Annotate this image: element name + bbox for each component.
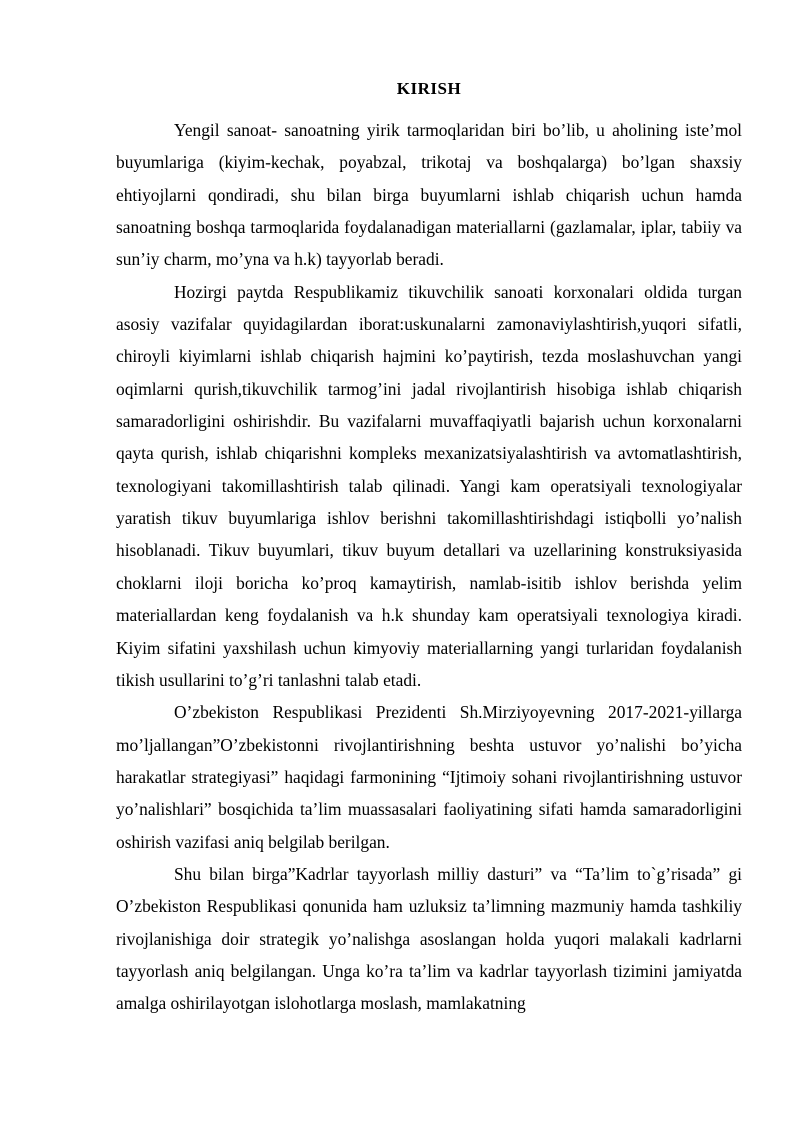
paragraph-1: Yengil sanoat- sanoatning yirik tarmoqlaridan biri bo’lib, u aholining iste’mol buyumlariga (kiyim-kechak, poyabzal, trikotaj va boshqalarga) bo’lgan shaxsiy ehtiyojlarni qondiradi, shu bilan birga buyumlarni ishlab chiqarish uchun hamda sanoatning boshqa tarmoqlarida foydalanadigan materiallarni (gazlamalar, iplar, tabiiy va sun’iy charm, mo’yna va h.k) tayyorlab beradi. — [116, 120, 742, 270]
paragraph-2: Hozirgi paytda Respublikamiz tikuvchilik sanoati korxonalari oldida turgan asosiy vazifalar quyidagilardan iborat:uskunalarni zamonaviylashtirish,yuqori sifatli, chiroyli kiyimlarni ishlab chiqarish hajmini ko’paytirish, tezda moslashuvchan yangi oqimlarni qurish,tikuvchilik tarmog’ini jadal rivojlantirish hisobiga ishlab chiqarish samaradorligini oshirishdir. Bu vazifalarni muvaffaqiyatli bajarish uchun korxonalarni qayta qurish, ishlab chiqarishni kompleks mexanizatsiyalashtirish va avtomatlashtirish, texnologiyani takomillashtirish talab qilinadi. Yangi kam operatsiyali texnologiyalar yaratish tikuv buyumlariga ishlov berishni takomillashtirishdagi istiqbolli yo’nalish hisoblanadi. Tikuv buyumlari, tikuv buyum detallari va uzellarining konstruksiyasida choklarni iloji boricha ko’proq kamaytirish, namlab-isitib ishlov berishda yelim materiallardan keng foydalanish va h.k shunday kam operatsiyali texnologiya kiradi. Kiyim sifatini yaxshilash uchun kimyoviy materiallarning yangi turlaridan foydalanish tikish usullarini to’g’ri tanlashni talab etadi. — [116, 281, 742, 690]
paragraph-3: O’zbekiston Respublikasi Prezidenti Sh.Mirziyoyevning 2017-2021-yillarga mo’ljallangan”O’zbekistonni rivojlantirishning beshta ustuvor yo’nalishi bo’yicha harakatlar strategiyasi” haqidagi farmonining “Ijtimoiy sohani rivojlantirishning ustuvor yo’nalishlari” bosqichida ta’lim muassasalari faoliyatining sifati hamda samaradorligini oshirish vazifasi aniq belgilab berilgan. — [116, 702, 742, 852]
page-title: KIRISH — [396, 79, 462, 98]
document-page — [116, 66, 742, 1020]
paragraph-4: Shu bilan birga”Kadrlar tayyorlash milliy dasturi” va “Ta’lim to`g’risada” gi O’zbekiston Respublikasi qonunida ham uzluksiz ta’limning mazmuniy hamda tashkiliy rivojlanishiga doir strategik yo’nalishga asoslangan holda yuqori malakali kadrlarni tayyorlash aniq belgilangan. Unga ko’ra ta’lim va kadrlar tayyorlash tizimini jamiyatda amalga oshirilayotgan islohotlarga moslash, mamlakatning — [116, 863, 742, 1014]
